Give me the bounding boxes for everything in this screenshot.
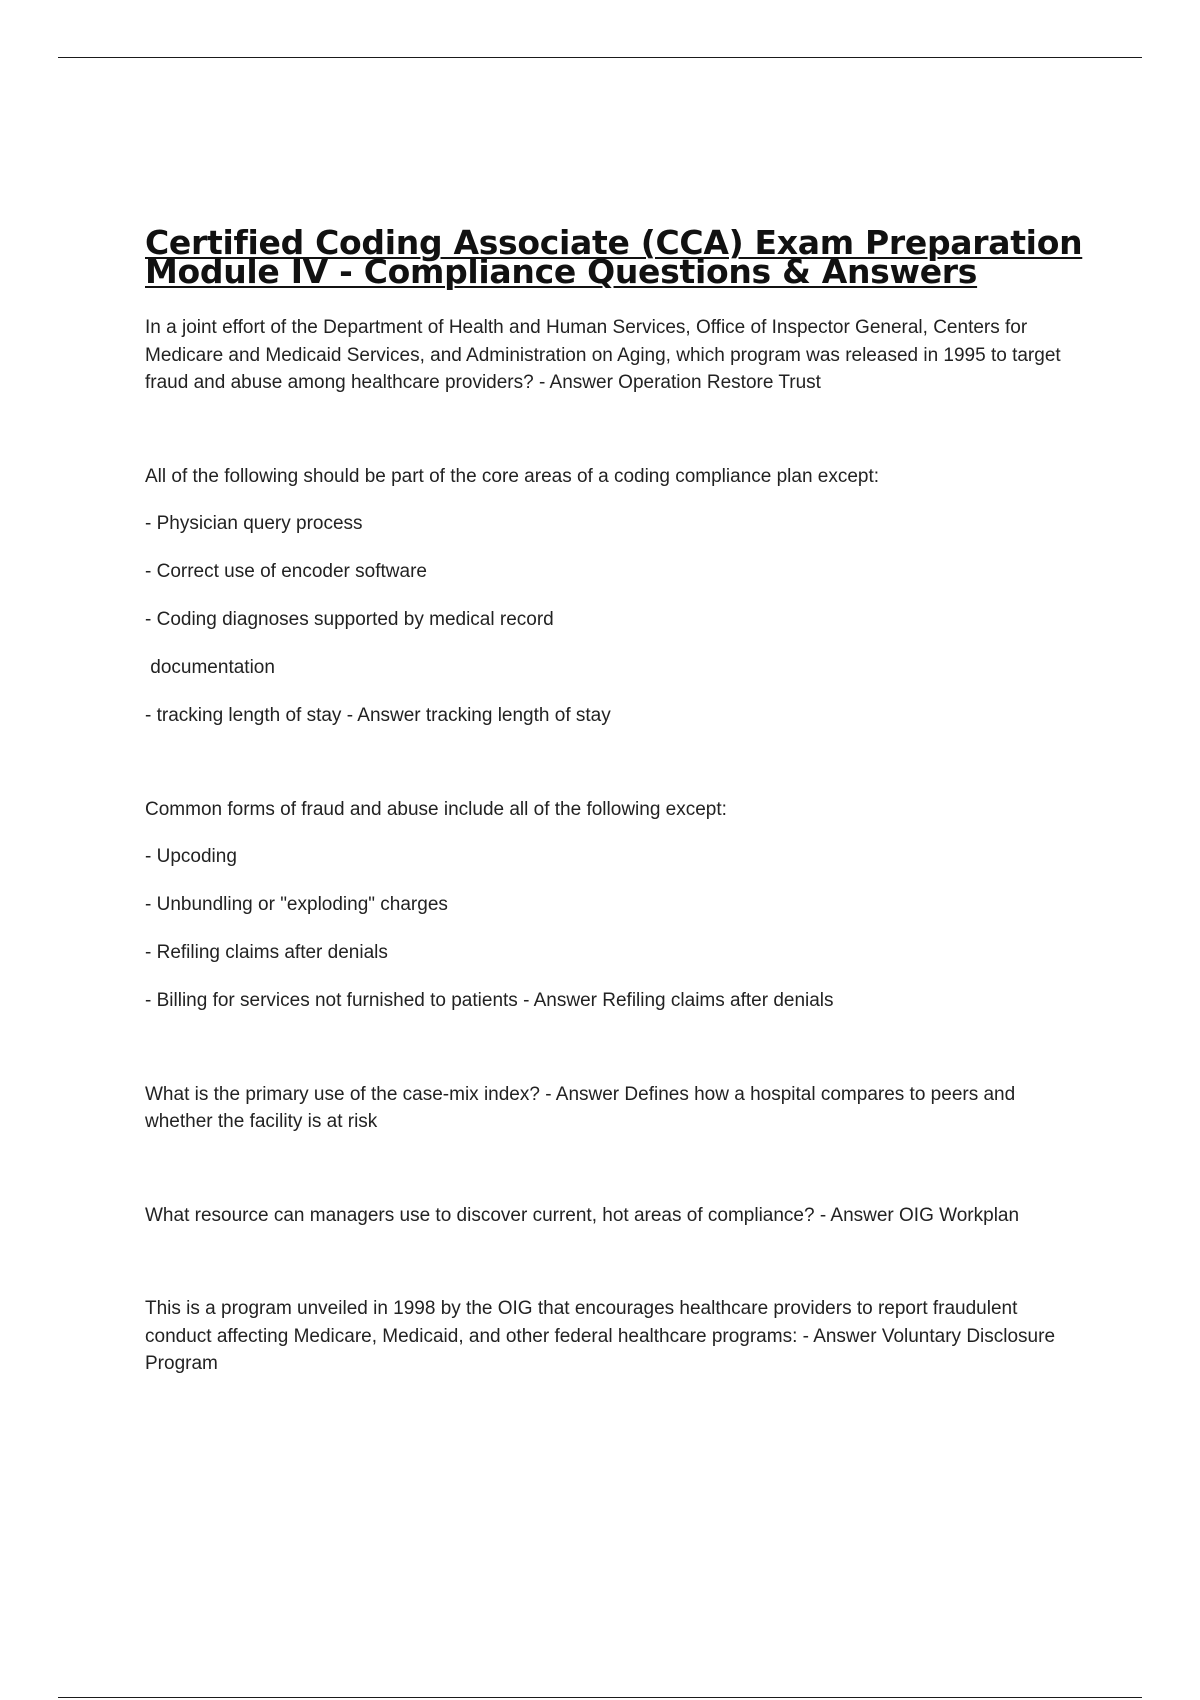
question-2-option: - Physician query process [145,513,363,534]
question-5: What resource can managers use to discover current, hot areas of compliance? - Answer OIG Workplan [145,1204,1020,1226]
title-line-2: Module IV - Compliance Questions & Answers [145,252,978,291]
question-6: This is a program unveiled in 1998 by the OIG that encourages healthcare providers to report fraudulent conduct affecting Medicare, Medicaid, and other federal healthcare programs: - Answer Voluntary Disclosure Program [145,1298,1056,1374]
question-2-answer: - tracking length of stay - Answer tracking length of stay [145,705,611,726]
question-2-option: - Correct use of encoder software [145,561,427,582]
question-2-option: - Coding diagnoses supported by medical record [145,609,554,630]
question-3-stem: Common forms of fraud and abuse include all of the following except: [145,798,727,820]
question-2-option: documentation [145,657,275,678]
question-3-option: - Refiling claims after denials [145,942,388,963]
question-3-option: - Unbundling or "exploding" charges [145,894,448,915]
question-2-stem: All of the following should be part of the core areas of a coding compliance plan except: [145,465,880,487]
question-4: What is the primary use of the case-mix index? - Answer Defines how a hospital compares to peers and whether the facility is at risk [145,1083,1016,1132]
question-3-answer: - Billing for services not furnished to patients - Answer Refiling claims after denials [145,990,834,1011]
title-line-1: Certified Coding Associate (CCA) Exam Preparation [145,223,1083,262]
question-3-option: - Upcoding [145,846,237,867]
document-title [145,223,1085,291]
question-1: In a joint effort of the Department of Health and Human Services, Office of Inspector General, Centers for Medicare and Medicaid Services, and Administration on Aging, which program was released in 1995 to target fraud and abuse among healthcare providers? - Answer Operation Restore Trust [145,317,1061,393]
bottom-divider [58,1697,1142,1698]
document-body [145,223,1085,1444]
top-divider [58,57,1142,58]
qa-list [145,314,1085,1378]
